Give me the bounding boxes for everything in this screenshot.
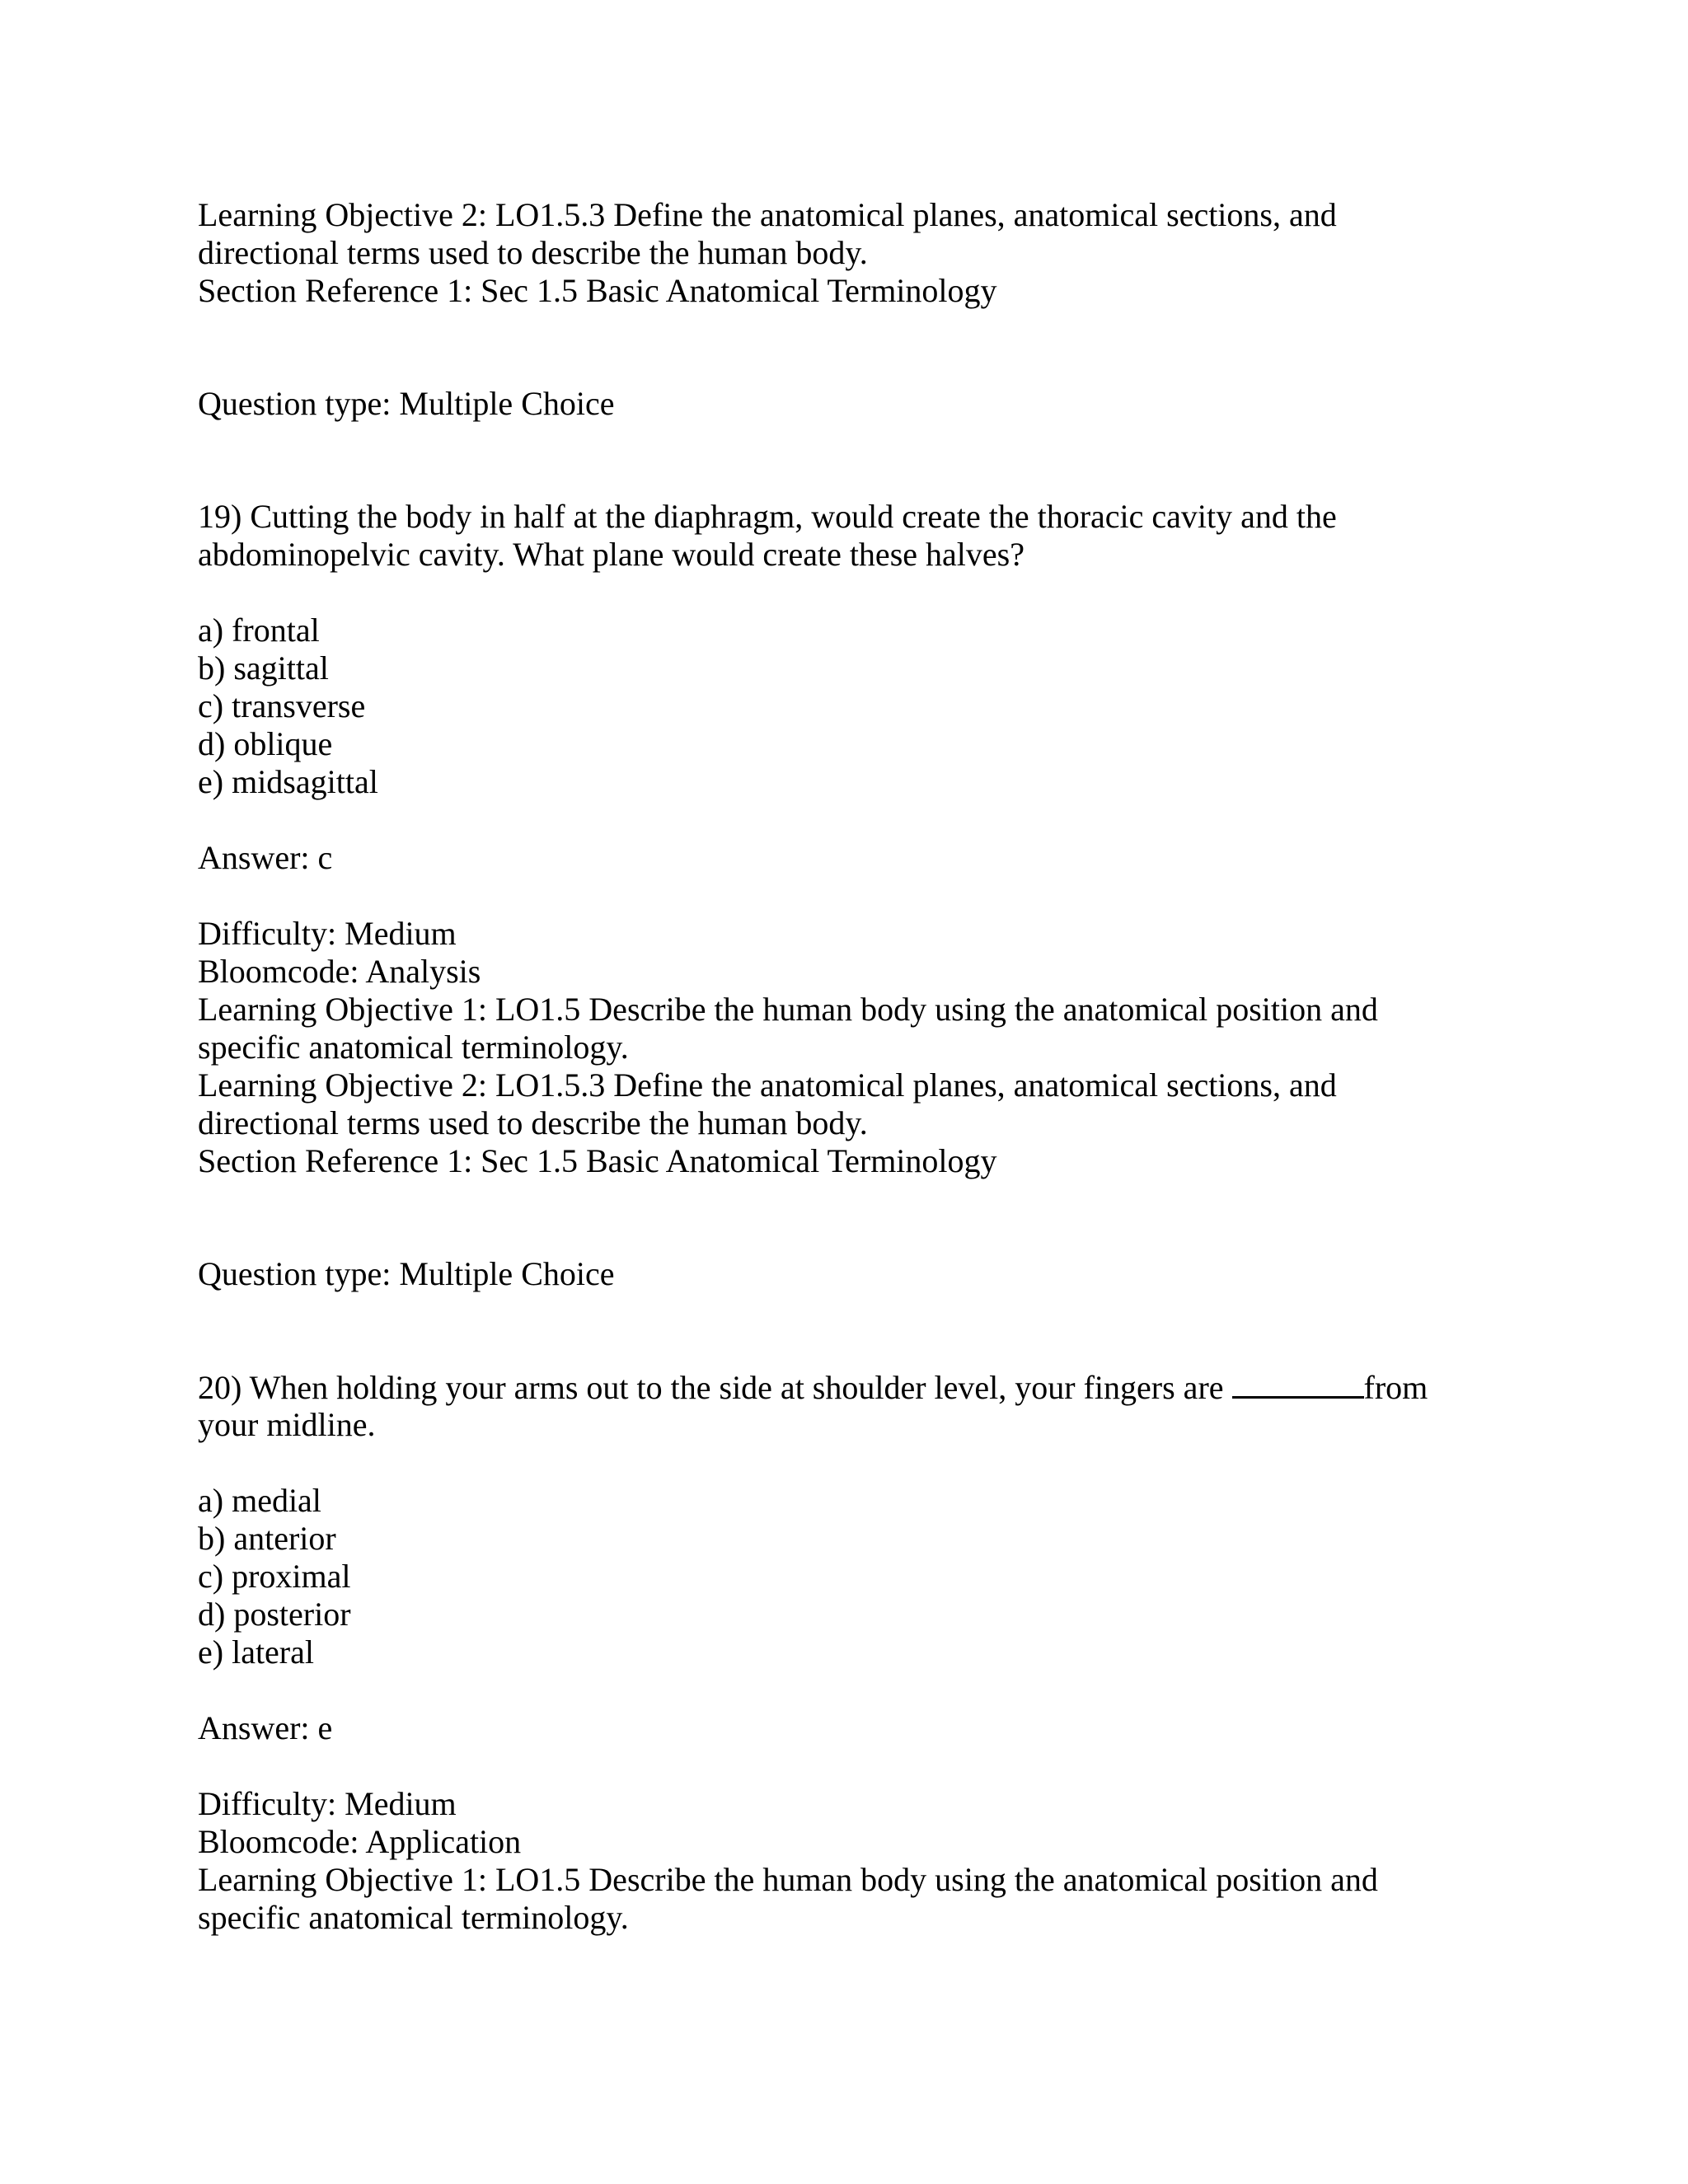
q19-learning-objective-1-line-1: Learning Objective 1: LO1.5 Describe the human body using the anatomical position and	[198, 991, 1378, 1028]
q19-learning-objective-2-line-2: directional terms used to describe the human body.	[198, 1104, 868, 1141]
q20-option-e: e) lateral	[198, 1633, 314, 1671]
q20-option-a: a) medial	[198, 1482, 321, 1519]
question-19-stem-line-2: abdominopelvic cavity. What plane would create these halves?	[198, 536, 1025, 573]
section-reference: Section Reference 1: Sec 1.5 Basic Anatomical Terminology	[198, 272, 997, 309]
q19-learning-objective-1-line-2: specific anatomical terminology.	[198, 1029, 629, 1066]
q19-bloomcode: Bloomcode: Analysis	[198, 953, 481, 990]
learning-objective-2-line-2: directional terms used to describe the human body.	[198, 234, 868, 271]
q19-option-c: c) transverse	[198, 687, 366, 724]
q20-difficulty: Difficulty: Medium	[198, 1785, 457, 1822]
q19-section-reference: Section Reference 1: Sec 1.5 Basic Anatomical Terminology	[198, 1142, 997, 1179]
question-20-stem-line-1	[198, 1368, 1428, 1407]
q19-learning-objective-2-line-1: Learning Objective 2: LO1.5.3 Define the anatomical planes, anatomical sections, and	[198, 1066, 1337, 1104]
q20-learning-objective-1-line-1: Learning Objective 1: LO1.5 Describe the human body using the anatomical position and	[198, 1861, 1378, 1898]
question-20-stem-line-2: your midline.	[198, 1406, 376, 1443]
q19-option-d: d) oblique	[198, 725, 333, 762]
q19-option-e: e) midsagittal	[198, 763, 378, 800]
question-type-20: Question type: Multiple Choice	[198, 1255, 615, 1292]
fill-in-blank	[1232, 1368, 1364, 1399]
q20-option-c: c) proximal	[198, 1558, 351, 1595]
q20-option-d: d) posterior	[198, 1596, 351, 1633]
q20-bloomcode: Bloomcode: Application	[198, 1823, 522, 1860]
q19-difficulty: Difficulty: Medium	[198, 915, 457, 952]
question-20-stem-before-blank: 20) When holding your arms out to the side at shoulder level, your fingers are	[198, 1369, 1224, 1406]
question-type-19: Question type: Multiple Choice	[198, 385, 615, 422]
question-19-stem-line-1: 19) Cutting the body in half at the diaphragm, would create the thoracic cavity and the	[198, 498, 1337, 535]
q20-option-b: b) anterior	[198, 1520, 336, 1557]
learning-objective-2-line-1: Learning Objective 2: LO1.5.3 Define the anatomical planes, anatomical sections, and	[198, 196, 1337, 233]
q19-option-a: a) frontal	[198, 612, 320, 649]
question-20-stem-after-blank: from	[1363, 1369, 1428, 1406]
q20-answer: Answer: e	[198, 1709, 333, 1746]
q20-learning-objective-1-line-2: specific anatomical terminology.	[198, 1899, 629, 1936]
q19-answer: Answer: c	[198, 839, 333, 876]
q19-option-b: b) sagittal	[198, 649, 329, 687]
